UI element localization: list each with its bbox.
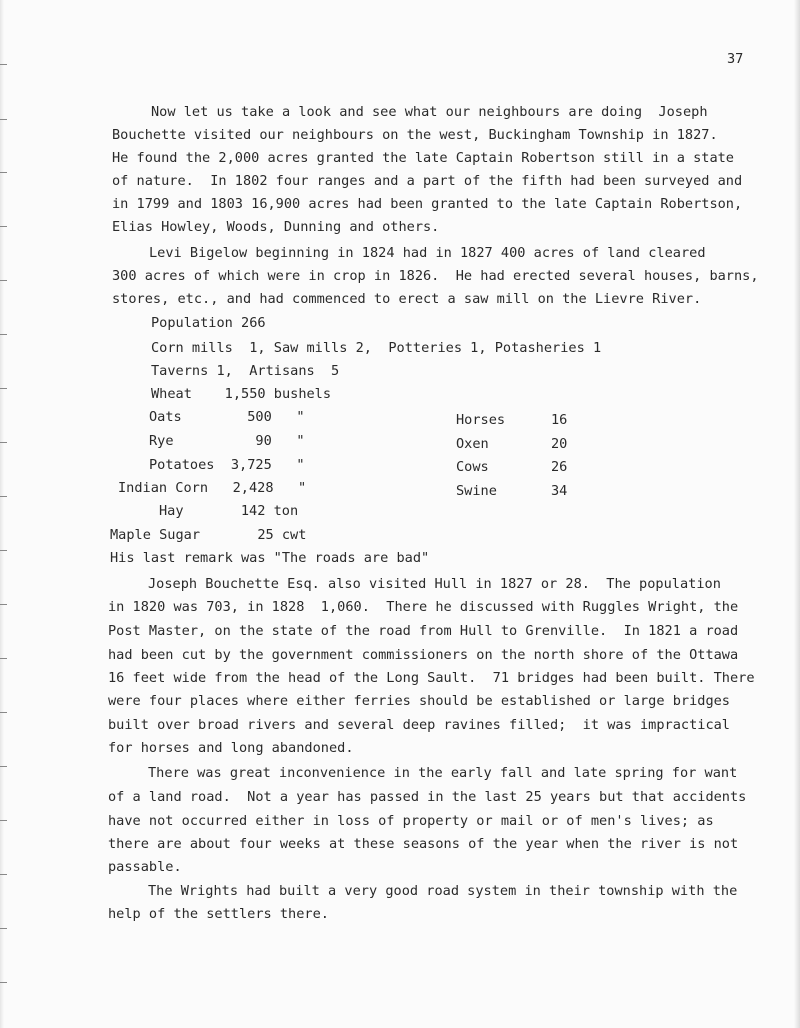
margin-tick	[0, 388, 7, 389]
margin-tick	[0, 280, 7, 281]
page-right-shadow	[794, 0, 800, 1028]
livestock-count: 20	[551, 436, 568, 452]
crop-line: Maple Sugar 25 cwt	[110, 527, 307, 543]
margin-tick	[0, 820, 7, 821]
margin-tick	[0, 119, 7, 120]
margin-tick	[0, 928, 7, 929]
text-line: were four places where either ferries should be established or large bridges	[108, 693, 730, 709]
margin-tick	[0, 712, 7, 713]
text-line: for horses and long abandoned.	[108, 740, 354, 756]
margin-tick	[0, 550, 7, 551]
text-line: Joseph Bouchette Esq. also visited Hull in 1827 or 28. The population	[148, 576, 721, 592]
text-line: in 1820 was 703, in 1828 1,060. There he discussed with Ruggles Wright, the	[108, 599, 739, 615]
mills-line: Corn mills 1, Saw mills 2, Potteries 1, Potasheries 1	[151, 340, 602, 356]
crop-line: Wheat 1,550 bushels	[151, 386, 332, 402]
margin-tick	[0, 982, 7, 983]
text-line: He found the 2,000 acres granted the late Captain Robertson still in a state	[112, 150, 734, 166]
text-line: of nature. In 1802 four ranges and a part of the fifth had been surveyed and	[112, 173, 743, 189]
text-line: Elias Howley, Woods, Dunning and others.	[112, 219, 440, 235]
population-line: Population 266	[151, 315, 266, 331]
taverns-line: Taverns 1, Artisans 5	[151, 363, 340, 379]
margin-tick	[0, 172, 7, 173]
livestock-name: Horses	[456, 412, 506, 428]
text-line: 16 feet wide from the head of the Long Sault. 71 bridges had been built. There	[108, 670, 755, 686]
crop-line: Rye 90 "	[149, 433, 305, 449]
livestock-count: 34	[551, 483, 568, 499]
livestock-name: Swine	[456, 483, 497, 499]
text-line: help of the settlers there.	[108, 906, 329, 922]
livestock-name: Oxen	[456, 436, 489, 452]
text-line: His last remark was "The roads are bad"	[110, 550, 430, 566]
text-line: of a land road. Not a year has passed in the last 25 years but that accidents	[108, 789, 747, 805]
crop-line: Potatoes 3,725 "	[149, 457, 305, 473]
text-line: in 1799 and 1803 16,900 acres had been granted to the late Captain Robertson,	[112, 196, 743, 212]
text-line: Post Master, on the state of the road from Hull to Grenville. In 1821 a road	[108, 623, 739, 639]
text-line: Levi Bigelow beginning in 1824 had in 1827 400 acres of land cleared	[149, 245, 706, 261]
margin-tick	[0, 64, 7, 65]
livestock-count: 16	[551, 412, 568, 428]
text-line: have not occurred either in loss of property or mail or of men's lives; as	[108, 813, 714, 829]
margin-tick	[0, 496, 7, 497]
livestock-count: 26	[551, 459, 568, 475]
crop-line: Oats 500 "	[149, 409, 305, 425]
margin-tick	[0, 874, 7, 875]
text-line: passable.	[108, 859, 182, 875]
crop-line: Hay 142 ton	[159, 503, 299, 519]
margin-tick	[0, 226, 7, 227]
margin-tick	[0, 442, 7, 443]
text-line: 300 acres of which were in crop in 1826. He had erected several houses, barns,	[112, 268, 759, 284]
text-line: The Wrights had built a very good road system in their township with the	[148, 883, 738, 899]
text-line: had been cut by the government commissioners on the north shore of the Ottawa	[108, 647, 739, 663]
page-number: 37	[727, 51, 744, 67]
crop-line: Indian Corn 2,428 "	[118, 480, 307, 496]
margin-tick	[0, 766, 7, 767]
text-line: There was great inconvenience in the early fall and late spring for want	[148, 765, 738, 781]
text-line: there are about four weeks at these seasons of the year when the river is not	[108, 836, 739, 852]
text-line: Bouchette visited our neighbours on the west, Buckingham Township in 1827.	[112, 127, 718, 143]
text-line: Now let us take a look and see what our neighbours are doing Joseph	[151, 104, 708, 120]
text-line: built over broad rivers and several deep ravines filled; it was impractical	[108, 717, 730, 733]
margin-tick	[0, 604, 7, 605]
margin-tick	[0, 334, 7, 335]
margin-tick	[0, 658, 7, 659]
text-line: stores, etc., and had commenced to erect a saw mill on the Lievre River.	[112, 291, 702, 307]
livestock-name: Cows	[456, 459, 489, 475]
